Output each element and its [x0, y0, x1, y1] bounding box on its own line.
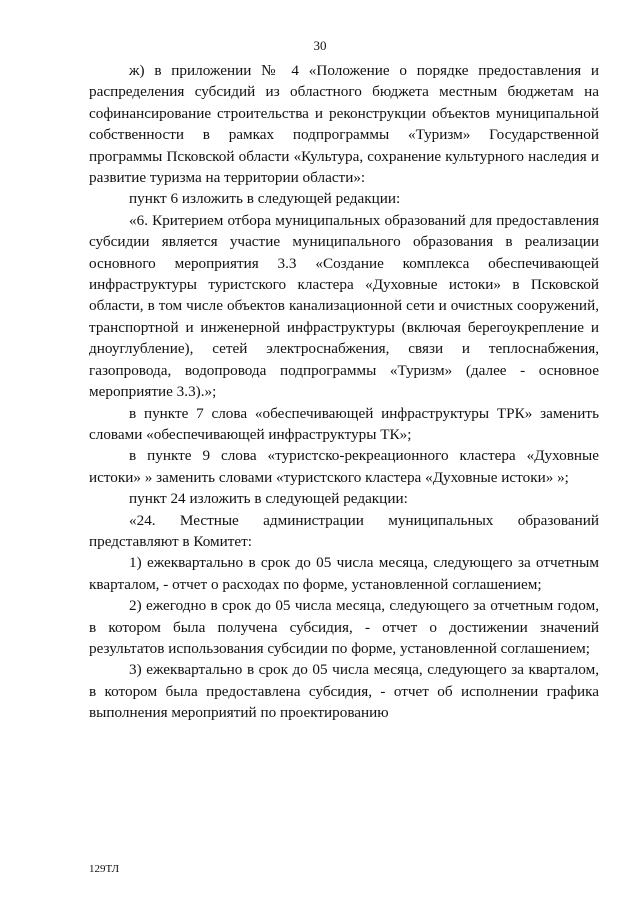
paragraph-zh-appendix-4: ж) в приложении № 4 «Положение о порядке предоставления и распределения субсидий из областного бюджета местным бюджетам на софинансирование строительства и реконструкции объектов муниципальной собственности в рамках подпрограммы «Туризм» Государственной программы Псковской области «Культура, сохранение культурного наследия и развитие туризма на территории области»: — [89, 62, 599, 187]
paragraph-point-24-text: «24. Местные администрации муниципальных образований представляют в Комитет: — [89, 511, 599, 550]
paragraph-point-6-text: «6. Критерием отбора муниципальных образований для предоставления субсидии является участие муниципального образования в реализации основного мероприятия 3.3 «Создание комплекса обеспечивающей инфраструктуры туристского кластера «Духовные истоки» в Псковской области, в том числе объектов канализационной сети и очистных сооружений, транспортной и инженерной инфраструктуры (включая берегоукрепление и дноуглубление), сетей электроснабжения, связи и теплоснабжения, газопровода, водопровода подпрограммы «Туризм» (далее - основное мероприятие 3.3).»; — [89, 211, 599, 401]
paragraph-item-3: 3) ежеквартально в срок до 05 числа месяца, следующего за кварталом, в котором была предоставлена субсидия, - отчет об исполнении графика выполнения мероприятий по проектированию — [89, 661, 599, 722]
document-body — [89, 60, 599, 724]
paragraph-point-24-intro: пункт 24 изложить в следующей редакции: — [129, 490, 408, 508]
paragraph-point-6-intro: пункт 6 изложить в следующей редакции: — [129, 190, 401, 208]
document-code: 129ТЛ — [89, 863, 120, 875]
paragraph-item-2: 2) ежегодно в срок до 05 числа месяца, следующего за отчетным годом, в котором была получена субсидия, - отчет о достижении значений результатов использования субсидии по форме, установленной соглашением; — [89, 597, 599, 657]
paragraph-point-9: в пункте 9 слова «туристско-рекреационного кластера «Духовные истоки» » заменить словами «туристского кластера «Духовные истоки» »; — [89, 447, 599, 486]
page-number: 30 — [313, 38, 327, 53]
paragraph-point-7: в пункте 7 слова «обеспечивающей инфраструктуры ТРК» заменить словами «обеспечивающей инфраструктуры ТК»; — [89, 404, 599, 443]
paragraph-item-1: 1) ежеквартально в срок до 05 числа месяца, следующего за отчетным кварталом, - отчет о расходах по форме, установленной соглашением; — [89, 554, 599, 593]
